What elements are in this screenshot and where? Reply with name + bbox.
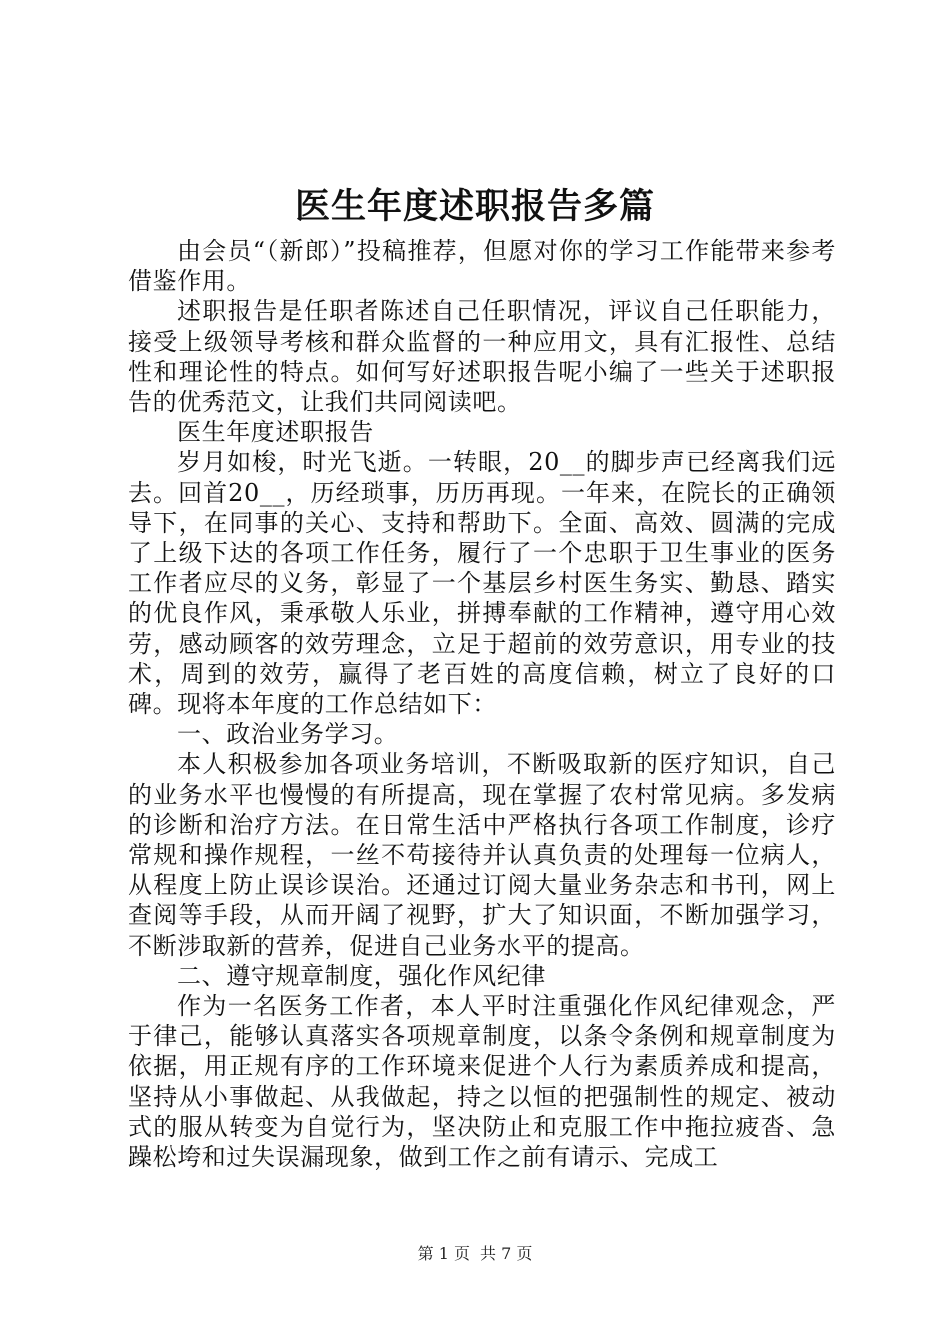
section-heading-2: 二、遵守规章制度，强化作风纪律 (177, 961, 546, 990)
paragraph-subtitle: 医生年度述职报告 (177, 418, 374, 447)
paragraph-intro: 由会员“（新郎）”投稿推荐，但愿对你的学习工作能带来参考借鉴作用。 (128, 237, 836, 296)
page-footer (0, 1244, 950, 1264)
page-total: 共 7 页 (480, 1244, 533, 1263)
page-number: 第 1 页 (417, 1244, 470, 1263)
paragraph-study: 本人积极参加各项业务培训，不断吸取新的医疗知识，自己的业务水平也慢慢的有所提高，现在掌握了农村常见病。多发病的诊断和治疗方法。在日常生活中严格执行各项工作制度，诊疗常规和操作规程，一丝不苟接待并认真负责的处理每一位病人，从程度上防止误诊误治。还通过订阅大量业务杂志和书刊，网上查阅等手段，从而开阔了视野，扩大了知识面，不断加强学习，不断涉取新的营养，促进自己业务水平的提高。 (128, 750, 836, 960)
paragraph-definition: 述职报告是任职者陈述自己任职情况，评议自己任职能力，接受上级领导考核和群众监督的一种应用文，具有汇报性、总结性和理论性的特点。如何写好述职报告呢小编了一些关于述职报告的优秀范文，让我们共同阅读吧。 (128, 297, 836, 417)
section-heading-1: 一、政治业务学习。 (177, 720, 399, 749)
document-title: 医生年度述职报告多篇 (294, 186, 655, 227)
paragraph-discipline: 作为一名医务工作者，本人平时注重强化作风纪律观念，严于律己，能够认真落实各项规章制度，以条令条例和规章制度为依据，用正规有序的工作环境来促进个人行为素质养成和提高，坚持从小事做起、从我做起，持之以恒的把强制性的规定、被动式的服从转变为自觉行为，坚决防止和克服工作中拖拉疲沓、急躁松垮和过失误漏现象，做到工作之前有请示、完成工 (128, 992, 836, 1172)
document-body (128, 236, 836, 1172)
paragraph-summary: 岁月如梭，时光飞逝。一转眼，20__的脚步声已经离我们远去。回首20__，历经琐事，历历再现。一年来，在院长的正确领导下，在同事的关心、支持和帮助下。全面、高效、圆满的完成了上级下达的各项工作任务，履行了一个忠职于卫生事业的医务工作者应尽的义务，彰显了一个基层乡村医生务实、勤恳、踏实的优良作风，秉承敬人乐业，拼搏奉献的工作精神，遵守用心效劳，感动顾客的效劳理念，立足于超前的效劳意识，用专业的技术，周到的效劳，赢得了老百姓的高度信赖，树立了良好的口碑。现将本年度的工作总结如下： (128, 448, 836, 719)
